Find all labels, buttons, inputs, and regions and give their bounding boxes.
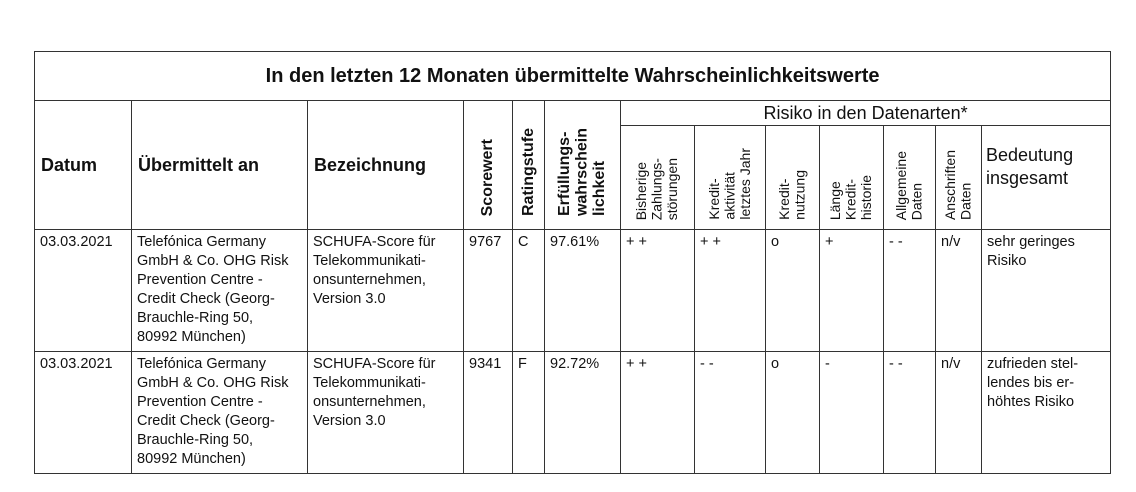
header-erfuellung-label: Erfüllungs- wahrschein lichkeit [556, 127, 609, 216]
row-risk-zahlungsstoerungen: + + [621, 352, 695, 474]
row-scorewert: 9767 [464, 230, 513, 352]
header-ratingstufe-label: Ratingstufe [519, 128, 537, 216]
header-risk-label-4: Allgemeine Daten [893, 150, 925, 220]
header-risiko-datenarten: Risiko in den Datenarten* [621, 101, 1111, 126]
schufa-table-document [34, 51, 1110, 474]
row-risk-kreditaktivitaet: - - [695, 352, 766, 474]
row-risk-kredithistorie: + [820, 230, 884, 352]
header-laenge-kredithistorie [820, 126, 884, 230]
row-erfuellung: 97.61% [545, 230, 621, 352]
row-risk-allgemeine-daten: - - [884, 352, 936, 474]
row-erfuellung: 92.72% [545, 352, 621, 474]
row-risk-allgemeine-daten: - - [884, 230, 936, 352]
row-risk-kreditnutzung: o [766, 230, 820, 352]
header-erfuellungswahrscheinlichkeit [545, 101, 621, 230]
header-uebermittelt-an: Übermittelt an [132, 101, 308, 230]
header-datum: Datum [35, 101, 132, 230]
row-uebermittelt: Telefónica Germany GmbH & Co. OHG Risk Prevention Centre - Credit Check (Georg- Brauchle-Ring 50, 80992 München) [132, 230, 308, 352]
row-bedeutung: zufrieden stel- lendes bis er- höhtes Risiko [982, 352, 1111, 474]
header-risk-label-2: Kredit- nutzung [776, 170, 808, 220]
table-title: In den letzten 12 Monaten übermittelte Wahrscheinlichkeitswerte [35, 52, 1111, 101]
table-row [35, 230, 1111, 352]
header-risk-label-3: Länge Kredit- historie [827, 174, 875, 220]
title-row [35, 52, 1111, 101]
header-kreditnutzung [766, 126, 820, 230]
row-datum: 03.03.2021 [35, 230, 132, 352]
header-bisherige-zahlungsstoerungen [621, 126, 695, 230]
row-risk-anschriften-daten: n/v [936, 230, 982, 352]
header-row-1 [35, 101, 1111, 126]
header-bezeichnung: Bezeichnung [308, 101, 464, 230]
header-ratingstufe [513, 101, 545, 230]
header-scorewert [464, 101, 513, 230]
row-uebermittelt: Telefónica Germany GmbH & Co. OHG Risk Prevention Centre - Credit Check (Georg- Brauchle-Ring 50, 80992 München) [132, 352, 308, 474]
table-row [35, 352, 1111, 474]
row-risk-kreditaktivitaet: + + [695, 230, 766, 352]
row-scorewert: 9341 [464, 352, 513, 474]
header-risk-label-0: Bisherige Zahlungs- störungen [633, 157, 681, 220]
header-anschriften-daten [936, 126, 982, 230]
row-bedeutung: sehr geringes Risiko [982, 230, 1111, 352]
row-risk-kreditnutzung: o [766, 352, 820, 474]
row-datum: 03.03.2021 [35, 352, 132, 474]
header-kreditaktivitaet [695, 126, 766, 230]
row-ratingstufe: C [513, 230, 545, 352]
header-bedeutung: Bedeutung insgesamt [982, 126, 1111, 230]
header-allgemeine-daten [884, 126, 936, 230]
row-risk-anschriften-daten: n/v [936, 352, 982, 474]
header-risk-label-5: Anschriften Daten [942, 149, 974, 220]
row-risk-zahlungsstoerungen: + + [621, 230, 695, 352]
row-bezeichnung: SCHUFA-Score für Telekommunikati- onsunternehmen, Version 3.0 [308, 230, 464, 352]
header-scorewert-label: Scorewert [479, 138, 497, 216]
row-ratingstufe: F [513, 352, 545, 474]
header-risk-label-1: Kredit- aktivität letztes Jahr [705, 148, 753, 220]
row-bezeichnung: SCHUFA-Score für Telekommunikati- onsunternehmen, Version 3.0 [308, 352, 464, 474]
row-risk-kredithistorie: - [820, 352, 884, 474]
probability-values-table [34, 51, 1111, 474]
